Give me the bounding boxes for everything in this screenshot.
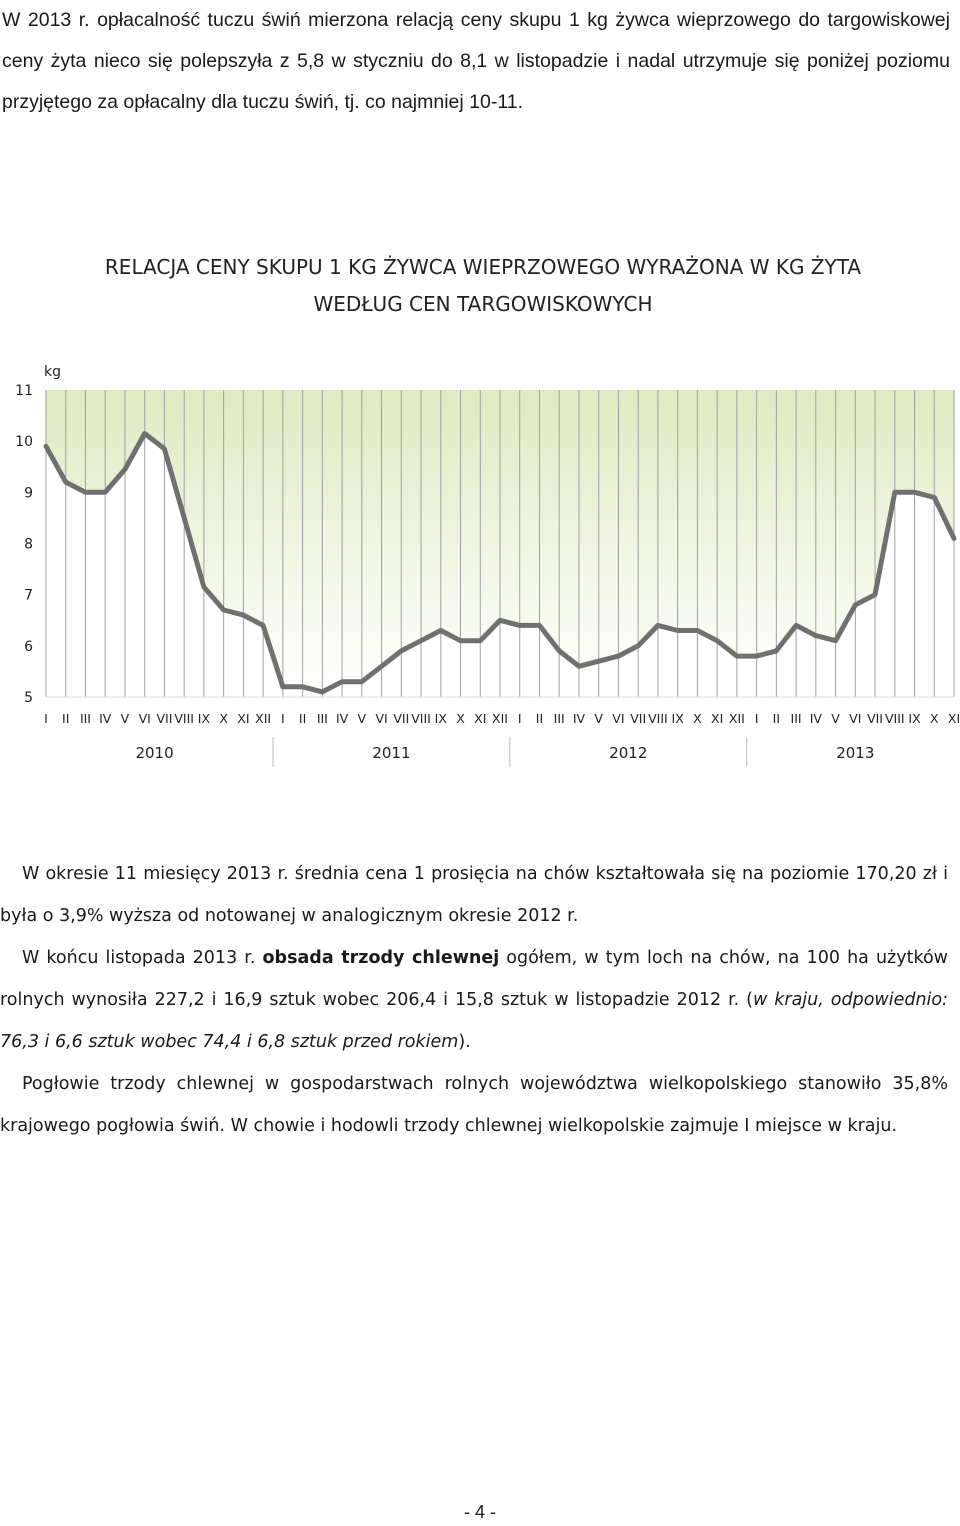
x-tick-label: XII xyxy=(728,711,745,726)
x-tick-label: VI xyxy=(849,711,862,726)
year-label: 2013 xyxy=(836,744,875,762)
pig-density-text-e: ). xyxy=(458,1032,471,1052)
paragraph-pig-density xyxy=(0,937,948,1063)
paragraph-herd-share xyxy=(0,1063,948,1147)
x-tick-label: II xyxy=(772,711,781,726)
pig-density-national-note: w kraju, odpowiednio: 76,3 i 6,6 sztuk wobec 74,4 i 6,8 sztuk przed rokiem xyxy=(0,990,949,1052)
x-tick-label: VIII xyxy=(411,711,431,726)
y-tick-label: 10 xyxy=(15,434,33,451)
x-tick-label: XI xyxy=(237,711,250,726)
x-tick-label: II xyxy=(535,711,544,726)
x-tick-label: XI xyxy=(474,711,487,726)
x-tick-label: IV xyxy=(572,711,586,726)
x-tick-label: VII xyxy=(393,711,410,726)
x-tick-label: I xyxy=(517,711,522,726)
x-tick-label: VII xyxy=(630,711,647,726)
x-tick-label: XII xyxy=(492,711,508,726)
ratio-chart xyxy=(0,225,960,785)
y-tick-label: 9 xyxy=(24,485,33,502)
x-tick-label: X xyxy=(693,711,702,726)
y-tick-label: 11 xyxy=(15,383,33,399)
x-tick-label: VII xyxy=(867,711,884,726)
x-tick-label: XI xyxy=(947,711,960,726)
x-tick-label: IV xyxy=(335,711,349,726)
x-tick-label: XII xyxy=(255,711,272,726)
x-tick-label: VII xyxy=(156,711,173,726)
x-tick-label: I xyxy=(44,711,48,726)
y-tick-label: 6 xyxy=(24,638,33,655)
y-tick-label: 7 xyxy=(24,587,33,604)
herd-share-text: Pogłowie trzody chlewnej w gospodarstwach rolnych województwa wielkopolskiego stanowiło 35,8% krajowego pogłowia świń. W chowie i hodowli trzody chlewnej wielkopolskie zajmuje I miejsce w kraju. xyxy=(0,1074,948,1136)
x-tick-label: IX xyxy=(434,711,447,726)
x-tick-label: VIII xyxy=(174,711,194,726)
x-tick-label: IX xyxy=(671,711,684,726)
year-label: 2011 xyxy=(372,744,411,762)
x-tick-label: III xyxy=(316,711,328,726)
x-tick-label: X xyxy=(929,711,939,726)
pig-density-text-a: W końcu listopada 2013 r. xyxy=(22,948,263,968)
x-tick-label: III xyxy=(79,711,92,726)
x-tick-label: VIII xyxy=(884,711,905,726)
page-number: - 4 - xyxy=(463,1502,496,1522)
plot-area xyxy=(15,383,960,767)
x-tick-label: IX xyxy=(197,711,211,726)
x-tick-label: VIII xyxy=(648,711,668,726)
pig-density-bold-term: obsada trzody chlewnej xyxy=(262,948,500,968)
chart-title-line-2: WEDŁUG CEN TARGOWISKOWYCH xyxy=(313,292,653,316)
x-tick-label: VI xyxy=(375,711,388,726)
x-tick-label: V xyxy=(120,711,130,726)
x-tick-label: V xyxy=(357,711,367,726)
x-tick-label: XI xyxy=(711,711,724,726)
x-tick-label: X xyxy=(456,711,465,726)
x-tick-label: V xyxy=(594,711,603,726)
paragraph-piglet-price xyxy=(0,853,948,937)
x-tick-label: IX xyxy=(908,711,921,726)
year-label: 2010 xyxy=(135,744,174,762)
chart-title-line-1: RELACJA CENY SKUPU 1 KG ŻYWCA WIEPRZOWEGO WYRAŻONA W KG ŻYTA xyxy=(104,255,862,279)
x-tick-label: V xyxy=(831,711,840,726)
x-tick-label: III xyxy=(553,711,565,726)
y-tick-label: 5 xyxy=(24,690,33,706)
x-tick-label: III xyxy=(790,711,802,726)
x-tick-label: I xyxy=(754,711,759,726)
y-axis-unit-label: kg xyxy=(44,364,61,380)
x-tick-label: II xyxy=(298,711,307,726)
year-label: 2012 xyxy=(609,744,648,762)
intro-paragraph: W 2013 r. opłacalność tuczu świń mierzona relacją ceny skupu 1 kg żywca wieprzowego do targowiskowej ceny żyta nieco się polepszyła z 5,8 w styczniu do 8,1 w listopadzie i nadal utrzymuje się poniżej poziomu przyjętego za opłacalny dla tuczu świń, tj. co najmniej 10-11. xyxy=(2,9,950,113)
paragraph-piglet-price-text: W okresie 11 miesięcy 2013 r. średnia cena 1 prosięcia na chów kształtowała się na poziomie 170,20 zł i była o 3,9% wyższa od notowanej w analogicznym okresie 2012 r. xyxy=(0,864,948,926)
x-tick-label: IV xyxy=(99,711,112,726)
y-tick-label: 8 xyxy=(24,536,33,553)
x-tick-label: X xyxy=(219,711,228,726)
pig-density-text-c: ogółem, w tym loch na chów, na 100 ha użytków rolnych wynosiła 227,2 i 16,9 sztuk wobec 206,4 i 15,8 sztuk w listopadzie 2012 r. ( xyxy=(0,948,948,1010)
x-tick-label: VI xyxy=(138,711,151,726)
x-tick-label: II xyxy=(62,711,70,726)
x-tick-label: I xyxy=(281,711,285,726)
x-tick-label: IV xyxy=(809,711,822,726)
x-tick-label: VI xyxy=(612,711,625,726)
